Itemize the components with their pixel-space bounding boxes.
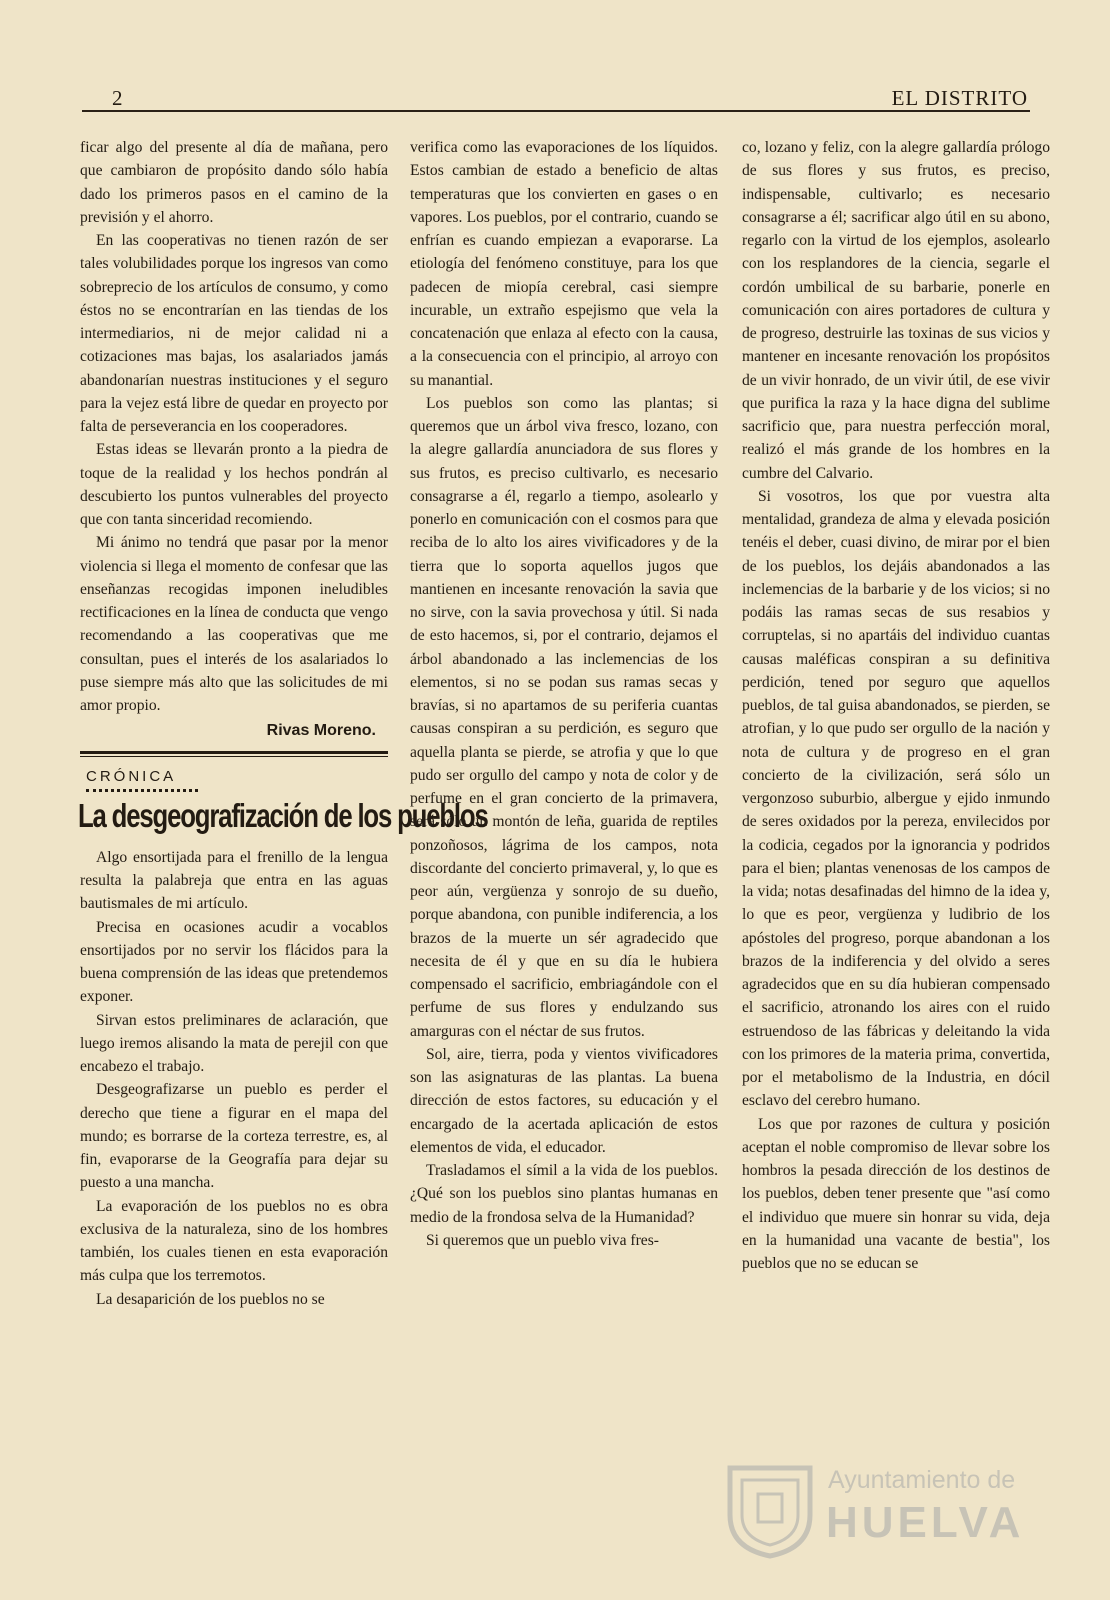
page-number: 2 — [112, 86, 123, 110]
article-signature: Rivas Moreno. — [266, 722, 376, 740]
paragraph: La evaporación de los pueblos no es obra exclusiva de la naturaleza, sino de los hombres también, los cuales tienen en esta evaporación más culpa que los terremotos. — [80, 1197, 388, 1285]
dotted-rule — [86, 789, 198, 792]
paragraph: Estas ideas se llevarán pronto a la piedra de toque de la realidad y los hechos pondrán al descubierto los puntos vulnerables del proyecto que con tanta sinceridad recomiendo. — [80, 441, 388, 528]
paragraph: Si queremos que un pueblo viva fres- — [426, 1231, 659, 1249]
archive-watermark — [720, 1460, 1040, 1560]
watermark-line2: HUELVA — [826, 1498, 1025, 1547]
newspaper-title: EL DISTRITO — [891, 86, 1028, 110]
paragraph: ficar algo del presente al día de mañana, pero que cambiaron de propósito dando sólo había dado los primeros pasos en el camino de la previsión y el ahorro. — [80, 139, 388, 226]
column-3 — [742, 136, 1050, 1275]
section-label: CRÓNICA — [86, 767, 177, 785]
section-divider — [80, 751, 388, 754]
header-rule — [82, 110, 1030, 112]
paragraph: verifica como las evaporaciones de los líquidos. Estos cambian de estado a beneficio de altas temperaturas que los convierten en gases o en vapores. Los pueblos, por el contrario, cuando se enfrían es cuando empiezan a evaporarse. La etiología del fenómeno constituye, para los que padecen de miopía cerebral, casi siempre incurable, un extraño espejismo que vela la concatenación que enlaza al efecto con la causa, a la consecuencia con el principio, al arroyo con su manantial. — [410, 139, 718, 389]
section-divider-thin — [80, 756, 388, 757]
paragraph: co, lozano y feliz, con la alegre gallardía prólogo de sus flores y sus frutos, es preciso, indispensable, cultivarlo; es necesario consagrarse a él; sacrificar algo útil en su abono, regarlo con la virtud de los ejemplos, asolearlo con los resplandores de la ciencia, segarle el cordón umbilical de su barbarie, ponerle en comunicación con aires portadores de cultura y de progreso, destruirle las toxinas de sus vicios y mantener en incesante renovación los propósitos de un vivir honrado, de un vivir útil, de ese vivir que purifica la raza y la hace digna del sublime sacrificio que, para nuestra perfección moral, realizó el más grande de los hombres en la cumbre del Calvario. — [742, 139, 1050, 482]
paragraph: La desaparición de los pueblos no se — [96, 1290, 325, 1308]
paragraph: Precisa en ocasiones acudir a vocablos ensortijados por no servir los flácidos para la buena comprensión de las ideas que pretendemos exponer. — [80, 918, 388, 1006]
paragraph: Desgeografizarse un pueblo es perder el derecho que tiene a figurar en el mapa del mundo; es borrarse de la corteza terrestre, es, al fin, evaporarse de la Geografía para dejar su puesto a una mancha. — [80, 1081, 388, 1192]
column-1 — [78, 136, 488, 1311]
paragraph: Mi ánimo no tendrá que pasar por la menor violencia si llega el momento de confesar que las enseñanzas recogidas imponen ineludibles rectificaciones en la línea de conducta que vengo recomendando a las cooperativas que me consultan, pues el interés de los asalariados lo puse siempre más alto que las solicitudes de mi amor propio. — [80, 534, 388, 714]
paragraph: Algo ensortijada para el frenillo de la lengua resulta la palabreja que entra en las aguas bautismales de mi artículo. — [80, 848, 388, 913]
coat-of-arms-icon — [720, 1460, 820, 1560]
paragraph: Trasladamos el símil a la vida de los pueblos. ¿Qué son los pueblos sino plantas humanas en medio de la frondosa selva de la Humanidad? — [410, 1162, 718, 1226]
paragraph: Los pueblos son como las plantas; si queremos que un árbol viva fresco, lozano, con la alegre gallardía anunciadora de sus flores y sus frutos, es preciso cultivarlo, es necesario consagrarse a él, regarlo a tiempo, asolearlo y ponerlo en comunicación con el cosmos para que reciba de lo alto los aires vivificadores y de la tierra que lo soporta aquellos jugos que mantienen en incesante renovación la savia que no sirve, con la savia provechosa y útil. Si nada de esto hacemos, si, por el contrario, dejamos el árbol abandonado a las inclemencias de los elementos, si no se podan sus ramas secas y bravías, si no apartamos de su periferia cuantas causas conspiran a su perdición, es seguro que aquella planta se pierde, se atrofia y que lo que pudo ser orgullo del campo y nota de color y de perfume en el gran concierto de la primavera, será sólo un montón de leña, guarida de reptiles ponzoñosos, lágrima de los campos, nota discordante del concierto primaveral, y, lo que es peor aún, vergüenza y sonrojo de su dueño, porque abandona, con punible indiferencia, a los brazos de la muerte un sér agradecido que necesita de él y que en su día le hubiera compensado el sacrificio, embriagándole con el perfume de sus flores y endulzando sus amarguras con el néctar de sus frutos. — [410, 394, 718, 1040]
paragraph: En las cooperativas no tienen razón de ser tales volubilidades porque los ingresos van como sobreprecio de los artículos de consumo, y como éstos no se encontrarían en las tiendas de los intermediarios, ni de mejor calidad ni a cotizaciones mas bajas, los asalariados jamás abandonarían nuestras instituciones y el seguro para la vejez está libre de quedar en proyecto por falta de perseverancia en los cooperadores. — [80, 232, 388, 435]
watermark-line1: Ayuntamiento de — [828, 1466, 1016, 1494]
paragraph: Sol, aire, tierra, poda y vientos vivificadores son las asignaturas de las plantas. La buena dirección de estos factores, su educación y el encargado de la acertada aplicación de estos elementos de vida, el educador. — [410, 1045, 718, 1156]
paragraph: Si vosotros, los que por vuestra alta mentalidad, grandeza de alma y elevada posición tenéis el deber, cuasi divino, de mirar por el bien de los pueblos, los dejáis abandonados a las inclemencias de la barbarie y de los vicios; si no podáis las ramas secas de sus resabios y corruptelas, si no apartáis del individuo cuantas causas maléficas conspiran a su definitiva perdición, tened por seguro que aquellos pueblos, de tal guisa abandonados, se pierden, se atrofian, y lo que pudo ser orgullo de la nación y nota de cultura y de progreso en el gran concierto de la civilización, será sólo un vergonzoso suburbio, albergue y ejido inmundo de seres oxidados por la pereza, envilecidos por la codicia, cegados por la ignorancia y podridos para el bien; plantas venenosas de los campos de la vida; notas desafinadas del himno de la idea y, lo que es peor, vergüenza y ludibrio de los apóstoles del progreso, porque abandonan a los brazos de la indiferencia y del olvido a seres agradecidos que en su día hubieran compensado el sacrificio, atronando los aires con el ruido estruendoso de las fábricas y deleitando la vida con los primores de la materia prima, convertida, por el metabolismo de la Industria, en dócil esclavo del cerebro humano. — [742, 487, 1050, 1110]
column-2 — [410, 136, 718, 1252]
paragraph: Los que por razones de cultura y posición aceptan el noble compromiso de llevar sobre los hombros la pesada dirección de los destinos de los pueblos, deben tener presente que "así como el individuo que muere sin honrar su vida, deja en la humanidad una vacante de bestia", los pueblos que no se educan se — [742, 1115, 1050, 1272]
paragraph: Sirvan estos preliminares de aclaración, que luego iremos alisando la mata de perejil con que encabezo el trabajo. — [80, 1011, 388, 1075]
article-headline: La desgeografización de los pueblos — [78, 796, 488, 834]
